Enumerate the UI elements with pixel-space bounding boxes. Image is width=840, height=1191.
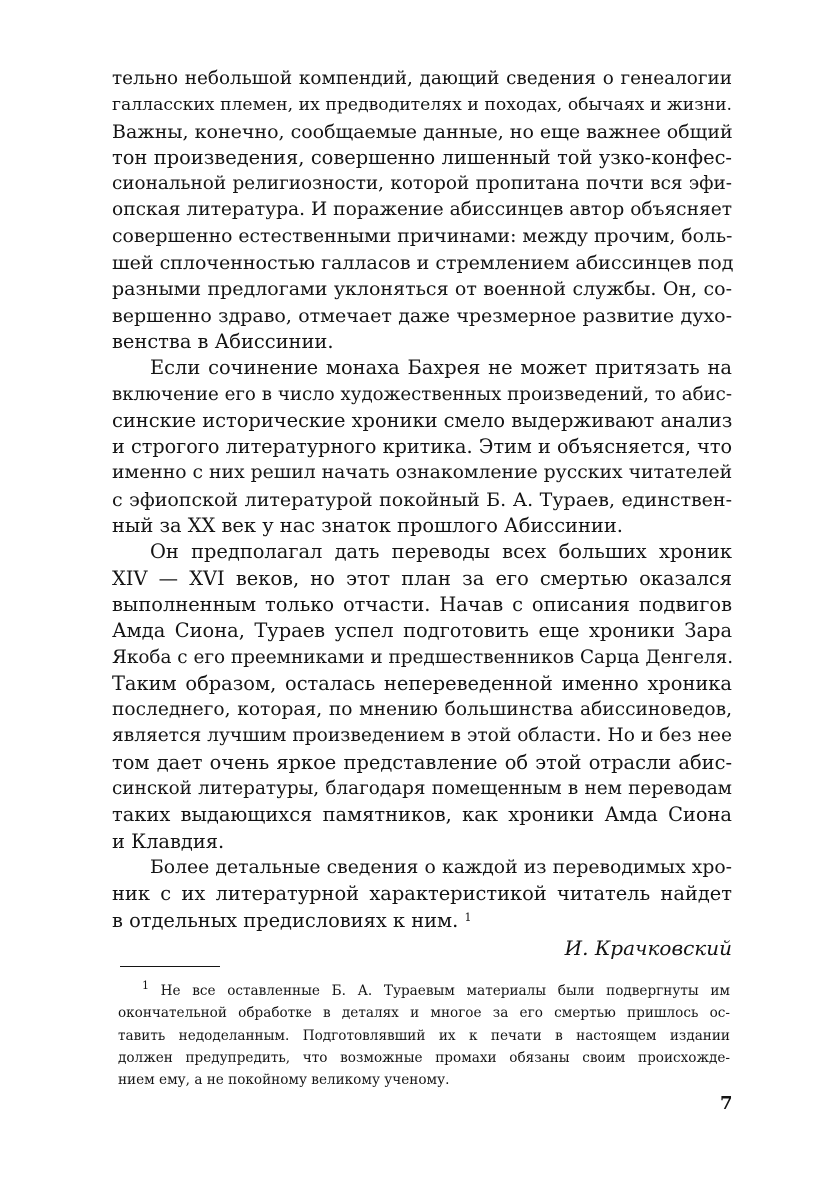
text-line: XIV — XVI веков, но этот план за его смертью оказался (112, 566, 732, 590)
text-line: синские исторические хроники смело выдерживают анализ (112, 408, 733, 432)
signature-block (112, 936, 732, 970)
footnote-marker: 1 (142, 979, 149, 992)
text-line: тон произведения, совершенно лишенный той узко-конфес- (112, 145, 732, 169)
footnote-line: тавить недоделанным. Подготовлявший их к печати в настоящем издании (118, 1027, 730, 1044)
text-line: сиональной религиозности, которой пропитана почти вся эфи- (112, 173, 732, 195)
text-line: Важны, конечно, сообщаемые данные, но еще важнее общий (112, 120, 733, 143)
footnote-divider (120, 966, 220, 967)
text-line: шей сплоченностью галласов и стремлением абиссинцев под (112, 252, 734, 275)
footnote-text: Не все оставленные Б. А. Тураевым материалы были подвергнуты им (160, 983, 730, 999)
text-line: венства в Абиссинии. (112, 329, 334, 353)
text-line: ник с их литературной характеристикой читатель найдет (112, 882, 732, 906)
text-line: и строгого литературного критика. Этим и объясняется, что (112, 435, 732, 459)
footnote (118, 980, 730, 1091)
page-number: 7 (720, 1093, 733, 1114)
text-line: вершенно здраво, отмечает даже чрезмерное развитие духо- (112, 304, 732, 327)
text-line: выполненным только отчасти. Начав с описания подвигов (112, 592, 732, 616)
text-line: является лучшим произведением в этой области. Но и без нее (112, 725, 732, 747)
text-line: Таким образом, осталась непереведенной именно хроника (112, 671, 732, 695)
text-line: последнего, которая, по мнению большинства абиссиноведов, (112, 699, 732, 721)
text-line: галласских племен, их предводителях и походах, обычаях и жизни. (112, 95, 732, 116)
footnote-reference[interactable]: 1 (464, 910, 472, 924)
text-line: разными предлогами уклоняться от военной службы. Он, со- (112, 278, 732, 301)
footnote-line: должен предупредить, что возможные промахи обязаны своим происхожде- (118, 1049, 730, 1066)
signature: И. Крачковский (564, 935, 732, 960)
text-line: опская литература. И поражение абиссинцев автор объясняет (112, 199, 732, 221)
text-line: синской литературы, благодаря помещенным в нем переводам (112, 778, 732, 800)
text-line: тельно небольшой компендий, дающий сведения о генеалогии (112, 68, 732, 89)
text-line (112, 908, 732, 934)
text-line: Он предполагал дать переводы всех больших хроник (150, 540, 732, 564)
text-line-content: в отдельных предисловиях к ним. (112, 908, 459, 932)
footnote-line: окончательной обработке в деталях и многое за его смертью пришлось ос- (118, 1005, 730, 1022)
text-line: Якоба с его преемниками и предшественников Сарца Денгеля. (112, 646, 734, 668)
text-line: именно с них решил начать ознакомление русских читателей (112, 462, 733, 484)
text-line: таких выдающихся памятников, как хроники Амда Сиона (112, 803, 732, 827)
text-line: включение его в число художественных произведений, то абис- (112, 383, 732, 405)
text-line: с эфиопской литературой покойный Б. А. Тураев, единствен- (112, 488, 732, 511)
text-line: Амда Сиона, Тураев успел подготовить еще хроники Зара (112, 619, 732, 643)
text-line: Если сочинение монаха Бахрея не может притязать на (150, 356, 732, 380)
text-line: ный за XX век у нас знаток прошлого Абиссинии. (112, 514, 623, 538)
footnote-line: нием ему, а не покойному великому ученому. (118, 1072, 450, 1089)
main-text (112, 66, 732, 970)
text-line: том дает очень яркое представление об этой отрасли абис- (112, 750, 732, 774)
footnote-line (118, 980, 730, 1002)
text-line: Более детальные сведения о каждой из переводимых хро- (150, 856, 732, 878)
text-line: совершенно естественными причинами: между прочим, боль- (112, 225, 733, 247)
text-line: и Клавдия. (112, 829, 225, 853)
